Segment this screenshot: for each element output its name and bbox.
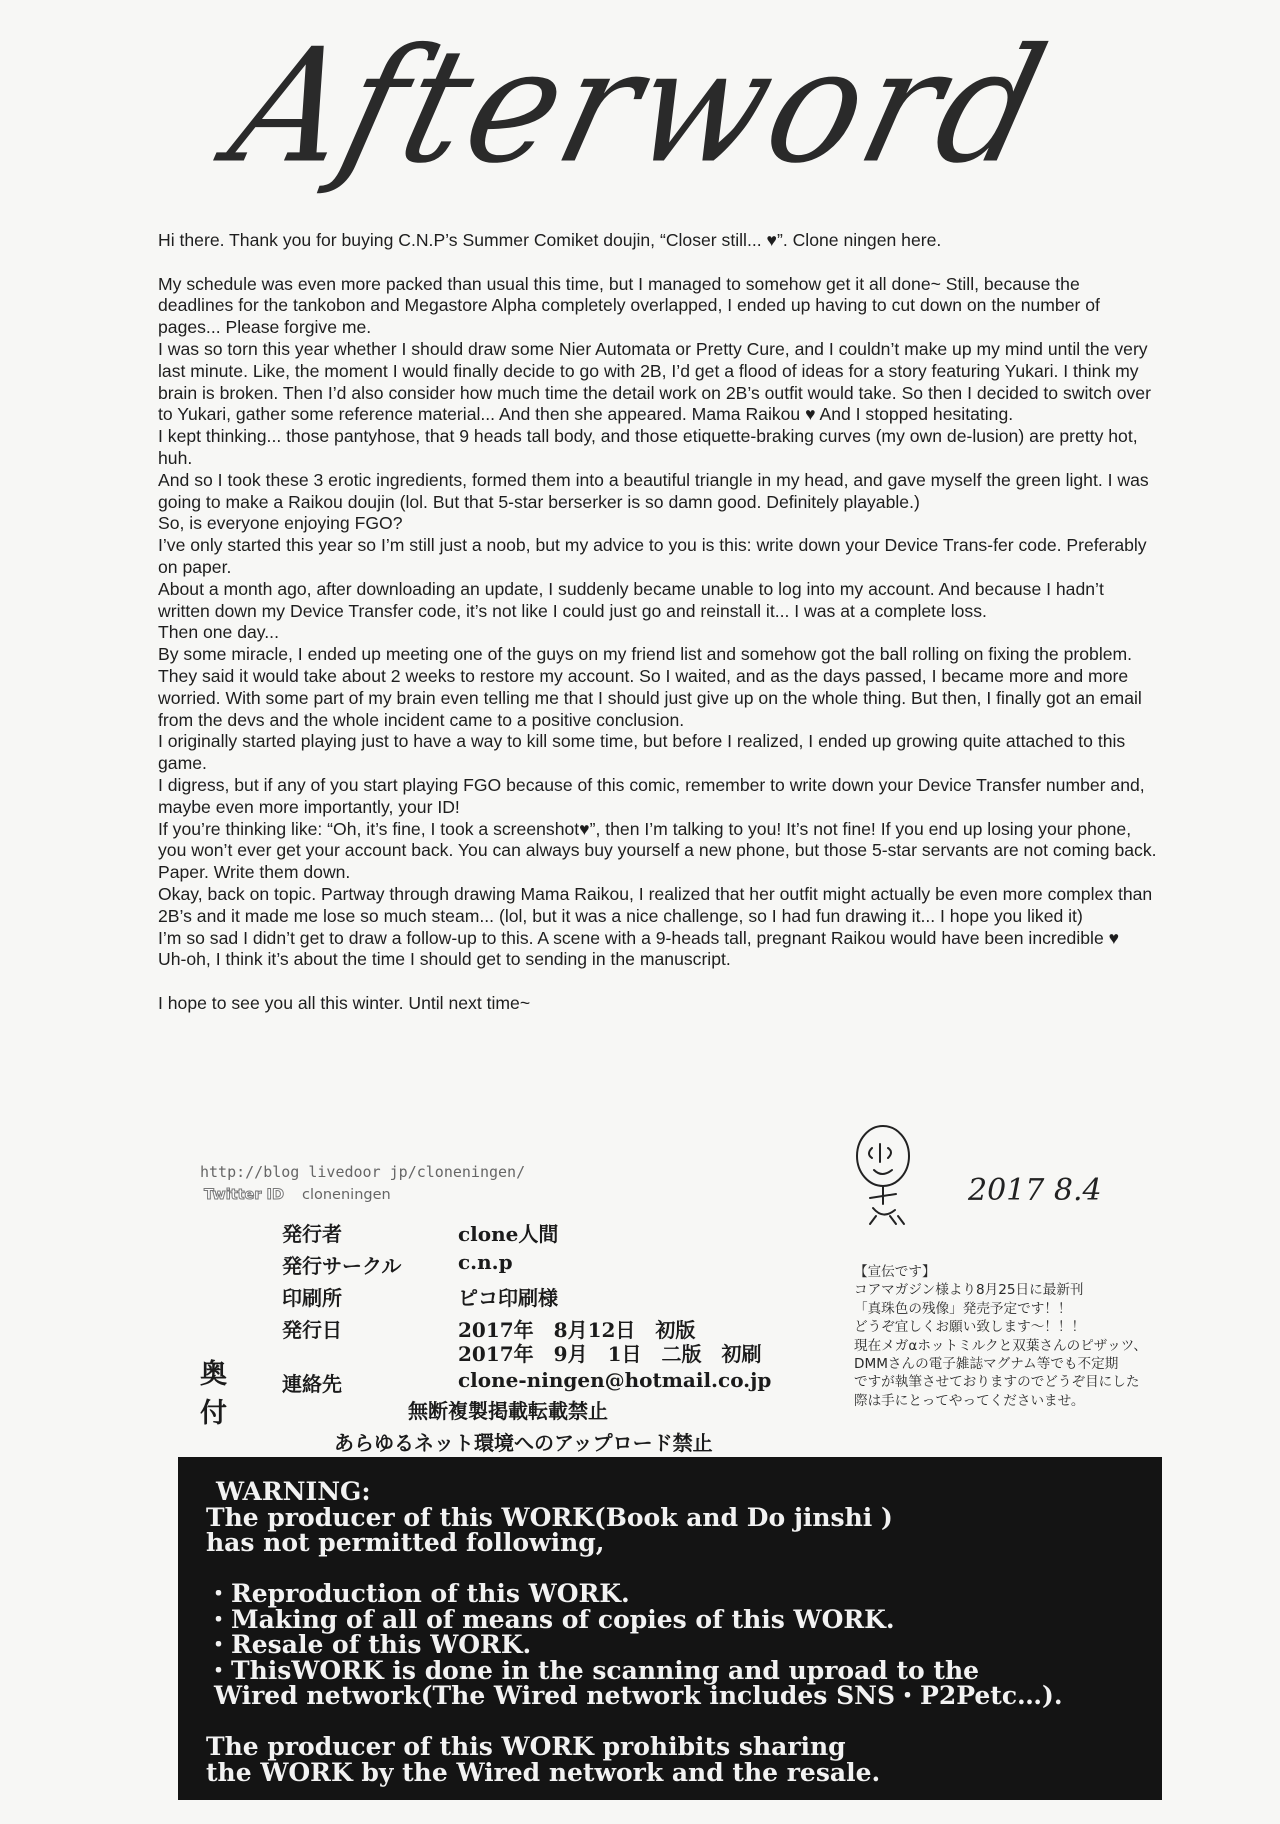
paragraph: Hi there. Thank you for buying C.N.P’s Summer Comiket doujin, “Closer still... ♥”. Clone ningen here.	[158, 230, 942, 250]
colophon-value: 2017年 9月 1日 二版 初刷	[458, 1342, 762, 1366]
paragraph: Then one day...	[158, 622, 279, 643]
page-title: Afterword	[215, 15, 1065, 199]
paragraph: If you’re thinking like: “Oh, it’s fine, I took a screenshot♥”, then I’m talking to you! It’s not fine! If you end up losing your phone, you won’t ever get your account back. You can always buy yourself a new phone, but those 5-star servants are not coming back.	[158, 818, 1157, 861]
paragraph: I kept thinking... those pantyhose, that 9 heads tall body, and those etiquette-braking curves (my own de-lusion) are pretty hot, huh.	[158, 426, 1138, 468]
paragraph: I originally started playing just to have a way to kill some time, but before I realized, I ended up growing quite attached to this game.	[158, 731, 1126, 774]
twitter-handle: cloneningen	[302, 1187, 391, 1203]
paragraph: Okay, back on topic. Partway through drawing Mama Raikou, I realized that her outfit might actually be even more complex than 2B’s and it made me lose so much steam... (lol, but it was a nice challenge, so I had fun drawing it... I hope you liked it)	[158, 883, 1153, 926]
copy-prohibition-notice: 無断複製掲載転載禁止	[408, 1399, 608, 1423]
warning-line: Wired network(The Wired network includes SNS・P2Petc…).	[214, 1681, 1063, 1710]
warning-line: ・ThisWORK is done in the scanning and uproad to the	[206, 1655, 980, 1685]
warning-line: has not permitted following,	[206, 1528, 605, 1557]
signature	[840, 1118, 1110, 1233]
warning-line: ・Making of all of means of copies of this WORK.	[206, 1604, 895, 1634]
paragraph: I hope to see you all this winter. Until next time~	[158, 992, 531, 1013]
signature-doodle-icon	[840, 1118, 1110, 1228]
warning-box	[178, 1457, 1162, 1800]
warning-line: ・Reproduction of this WORK.	[206, 1579, 630, 1608]
colophon-label: 発行者	[282, 1222, 342, 1246]
promo-line: 現在メガαホットミルクと双葉さんのピザッツ、	[854, 1337, 1147, 1354]
promo-line: 際は手にとってやってくださいませ。	[854, 1392, 1085, 1409]
promo-line: どうぞ宜しくお願い致します～！！！	[854, 1319, 1086, 1336]
warning-text	[206, 1479, 1063, 1785]
paragraph: I digress, but if any of you start playing FGO because of this comic, remember to write down your Device Transfer number and, maybe even more importantly, your ID!	[158, 774, 1145, 817]
colophon-label: 発行サークル	[282, 1254, 402, 1278]
warning-line: The producer of this WORK prohibits sharing	[206, 1732, 846, 1761]
paragraph: Paper. Write them down.	[158, 862, 351, 883]
afterword-text	[158, 230, 1158, 1015]
paragraph: I’m so sad I didn’t get to draw a follow-up to this. A scene with a 9-heads tall, pregnant Raikou would have been incredible ♥	[158, 927, 1120, 948]
colophon-label: 印刷所	[282, 1286, 342, 1310]
signature-date: 2017 8.4	[968, 1173, 1102, 1208]
promo-line: 「真珠色の残像」発売予定です！！	[854, 1300, 1072, 1317]
colophon-label: 連絡先	[282, 1372, 342, 1396]
colophon-heading: 奥付	[200, 1359, 227, 1429]
upload-prohibition-notice: あらゆるネット環境へのアップロード禁止	[334, 1431, 713, 1455]
colophon-value: ピコ印刷様	[458, 1286, 558, 1310]
twitter-line	[204, 1187, 391, 1203]
paragraph: My schedule was even more packed than usual this time, but I managed to somehow get it all done~ Still, because the deadlines for the tankobon and Megastore Alpha completely overlapped, I ended up having to cut down on the number of pages... Please forgive me.	[158, 273, 1100, 338]
warning-line: ・Resale of this WORK.	[206, 1630, 532, 1659]
promo-line: 【宣伝です】	[854, 1264, 936, 1280]
paragraph: And so I took these 3 erotic ingredients, formed them into a beautiful triangle in my head, and gave myself the green light. I was going to make a Raikou doujin (lol. But that 5-star berserker is so damn good. Definitely playable.)	[158, 469, 1149, 512]
paragraph: I was so torn this year whether I should draw some Nier Automata or Pretty Cure, and I couldn’t make up my mind until the very last minute. Like, the moment I would finally decide to go with 2B, I’d get a flood of ideas for a story featuring Yukari. I think my brain is broken. Then I’d also consider how much time the detail work on 2B’s outfit would take. So then I decided to switch over to Yukari, gather some reference material... And then she appeared. Mama Raikou ♥ And I stopped hesitating.	[158, 338, 1151, 425]
promo-line: DMMさんの電子雑誌マグナム等でも不定期	[854, 1356, 1119, 1373]
promo-line: ですが執筆させておりますのでどうぞ目にした	[854, 1374, 1140, 1391]
promo-block	[854, 1263, 1234, 1410]
paragraph: About a month ago, after downloading an update, I suddenly became unable to log into my account. And because I hadn’t written down my Device Transfer code, it’s not like I could just go and reinstall it... I was at a complete loss.	[158, 578, 1104, 621]
paragraph: Uh-oh, I think it’s about the time I should get to sending in the manuscript.	[158, 949, 731, 970]
paragraph: By some miracle, I ended up meeting one of the guys on my friend list and somehow got the ball rolling on fixing the problem. They said it would take about 2 weeks to restore my account. So I waited, and as the days passed, I became more and more worried. With some part of my brain even telling me that I should just give up on the whole thing. But then, I finally got an email from the devs and the whole incident came to a positive conclusion.	[158, 644, 1142, 730]
colophon-value: c.n.p	[458, 1250, 513, 1274]
warning-line: The producer of this WORK(Book and Do jinshi )	[206, 1502, 893, 1532]
twitter-label: Twitter ID	[204, 1187, 284, 1203]
paragraph: I’ve only started this year so I’m still just a noob, but my advice to you is this: write down your Device Trans-fer code. Preferably on paper.	[158, 535, 1147, 577]
warning-line: WARNING:	[216, 1477, 371, 1506]
colophon-value: clone-ningen@hotmail.co.jp	[458, 1368, 772, 1392]
colophon-value: clone人間	[458, 1222, 559, 1246]
blog-url: http://blog livedoor jp/cloneningen/	[200, 1163, 526, 1181]
paragraph: So, is everyone enjoying FGO?	[158, 513, 403, 534]
colophon-value: 2017年 8月12日 初版	[458, 1318, 696, 1342]
warning-line: the WORK by the Wired network and the resale.	[206, 1757, 881, 1787]
colophon-label: 発行日	[282, 1318, 342, 1342]
promo-line: コアマガジン様より8月25日に最新刊	[854, 1282, 1084, 1299]
